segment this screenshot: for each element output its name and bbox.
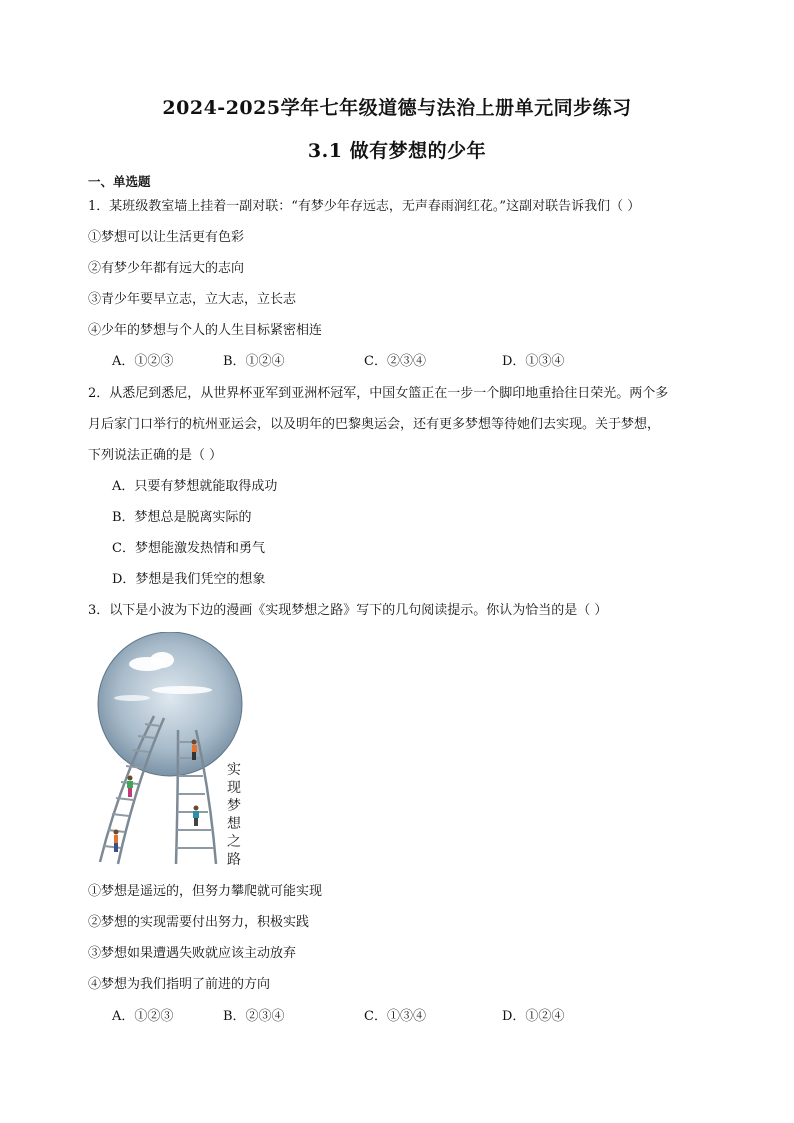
q3-option-a: A．①②③: [112, 1009, 174, 1024]
q3-option-d: D．①②④: [502, 1009, 565, 1024]
q1-option-c: C．②③④: [364, 354, 426, 369]
q2-stem-line-1: 2．从悉尼到悉尼，从世界杯亚军到亚洲杯冠军，中国女篮正在一步一个脚印地重拾往日荣光。两个多: [88, 386, 669, 401]
q3-option-c: C．①③④: [364, 1009, 426, 1024]
q1-item-2: ②有梦少年都有远大的志向: [88, 261, 245, 276]
q1-item-4: ④少年的梦想与个人的人生目标紧密相连: [88, 323, 323, 338]
q1-option-b: B．①②④: [223, 354, 285, 369]
q2-option-b: B．梦想总是脱离实际的: [112, 510, 252, 525]
q1-option-d: D．①③④: [502, 354, 565, 369]
q1-item-1: ①梦想可以让生活更有色彩: [88, 230, 245, 245]
svg-text:想: 想: [227, 816, 241, 832]
q3-item-4: ④梦想为我们指明了前进的方向: [88, 977, 271, 992]
comic-illustration: [92, 632, 252, 868]
svg-text:路: 路: [227, 852, 241, 868]
q3-option-b: B．②③④: [223, 1009, 285, 1024]
q1-stem: 1．某班级教室墙上挂着一副对联：“有梦少年存远志，无声春雨润红花。”这副对联告诉我们（ ）: [88, 199, 641, 214]
q3-item-3: ③梦想如果遭遇失败就应该主动放弃: [88, 946, 297, 961]
q3-item-2: ②梦想的实现需要付出努力，积极实践: [88, 915, 310, 930]
svg-text:之: 之: [227, 834, 241, 850]
q2-stem-line-3: 下列说法正确的是（ ）: [88, 448, 223, 463]
q1-item-3: ③青少年要早立志，立大志，立长志: [88, 292, 297, 307]
q2-stem-line-2: 月后家门口举行的杭州亚运会，以及明年的巴黎奥运会，还有更多梦想等待她们去实现。关于梦想，: [88, 417, 661, 432]
section-heading: 一、单选题: [88, 174, 151, 189]
comic-caption: [227, 762, 242, 868]
document-title: 2024-2025学年七年级道德与法治上册单元同步练习: [162, 97, 632, 119]
q3-stem: 3．以下是小波为下边的漫画《实现梦想之路》写下的几句阅读提示。你认为恰当的是（ ）: [88, 603, 608, 618]
svg-text:梦: 梦: [227, 798, 241, 814]
q2-option-d: D．梦想是我们凭空的想象: [112, 572, 266, 587]
svg-text:实: 实: [227, 762, 241, 778]
q1-option-a: A．①②③: [112, 354, 174, 369]
q2-option-a: A．只要有梦想就能取得成功: [112, 479, 278, 494]
svg-text:现: 现: [227, 780, 241, 796]
q3-item-1: ①梦想是遥远的，但努力攀爬就可能实现: [88, 884, 323, 899]
q2-option-c: C．梦想能激发热情和勇气: [112, 541, 265, 556]
document-subtitle: 3.1 做有梦想的少年: [307, 140, 487, 162]
